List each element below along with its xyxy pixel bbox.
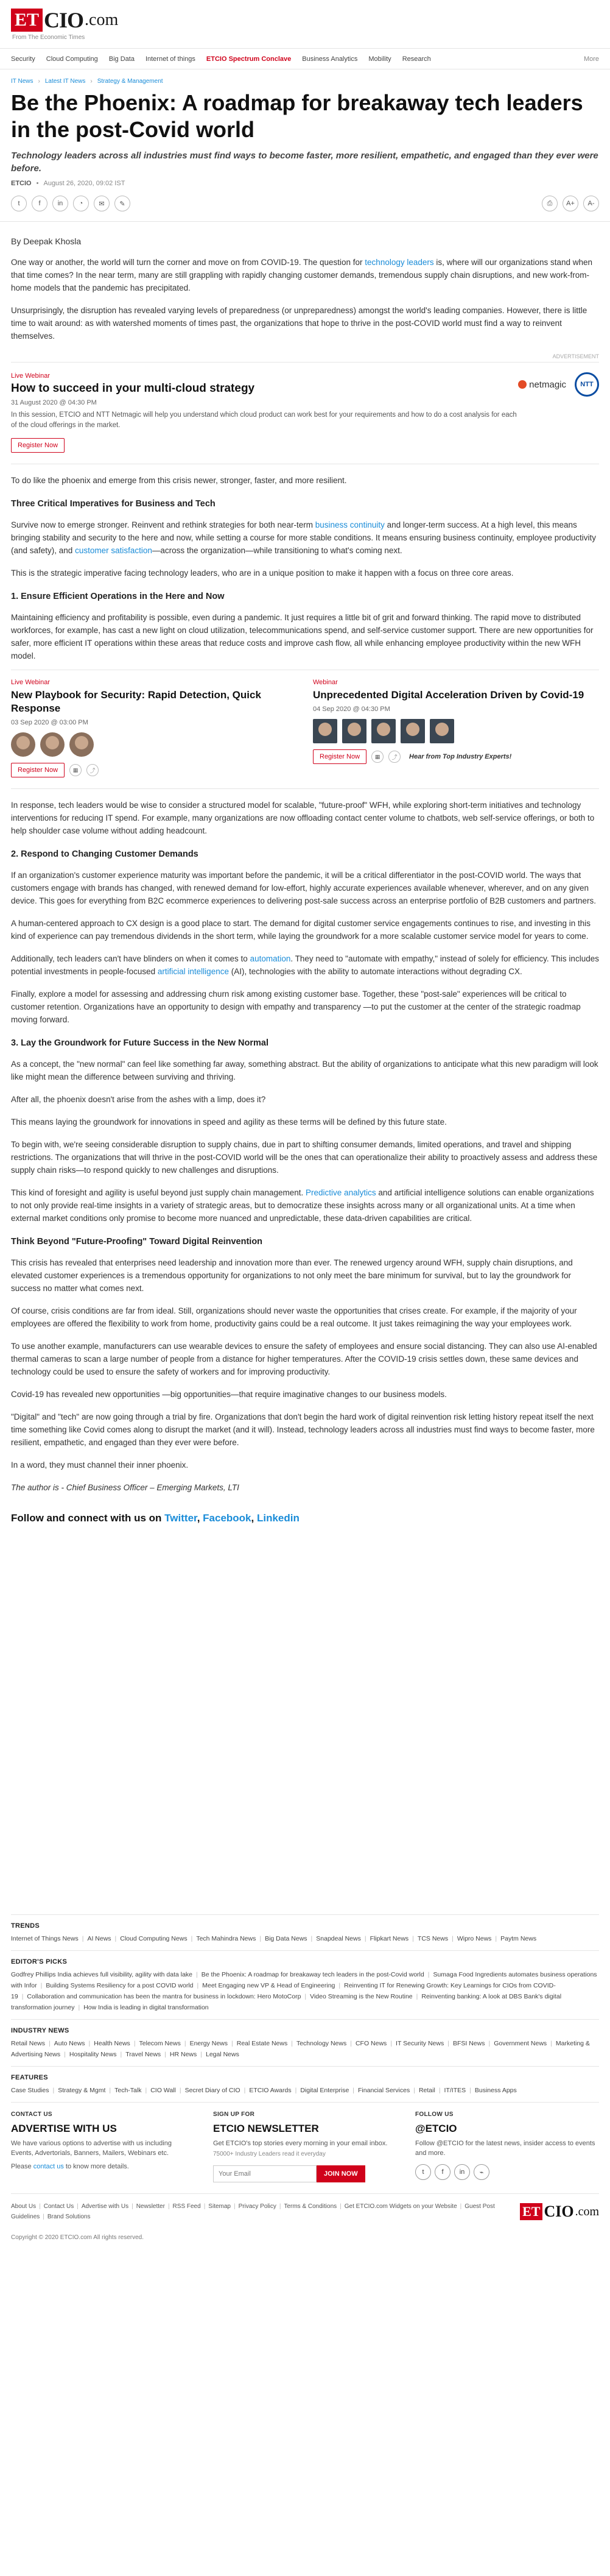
- industry-news-link[interactable]: Retail News: [11, 2040, 46, 2047]
- link-separator: |: [43, 2213, 44, 2220]
- link-separator: |: [304, 1993, 307, 2000]
- follow-description: Follow @ETCIO for the latest news, insider access to events and more.: [415, 2140, 595, 2157]
- nav-item-iot[interactable]: Internet of things: [145, 55, 195, 63]
- email-input[interactable]: [213, 2165, 317, 2182]
- link-separator: |: [52, 2087, 55, 2094]
- article-paragraph: Survive now to emerge stronger. Reinvent and rethink strategies for both near-term business continuity and longer-term success. At a high level, this means bringing stability and security to the here and now, while setting a course for more stable conditions. It means ensuring business continuity, employee productivity (and safety), and customer satisfaction—across the organization—while transitioning to what's coming next.: [11, 520, 597, 555]
- link-separator: |: [203, 2203, 206, 2210]
- link-separator: |: [390, 2040, 393, 2047]
- article-paragraph: Of course, crisis conditions are far from ideal. Still, organizations should never waste the opportunities that crises create. For example, if the majority of your employees are offered the flexibility to work from home, productivity gains could be a real outcome. It just takes reimagining the way your employees work.: [11, 1306, 577, 1328]
- link-separator: |: [295, 2087, 297, 2094]
- link-separator: |: [39, 2203, 41, 2210]
- article-paragraph: One way or another, the world will turn the corner and move on from COVID-19. The question for technology leaders is, where will our organizations stand when that time comes? In the near term, many are still grappling with rapidly changing customer demands, tremendous supply chain disruptions, and new work-from-home models that the pandemic has precipitated.: [11, 258, 593, 292]
- font-increase-icon[interactable]: A+: [563, 196, 578, 211]
- comment-icon[interactable]: ✎: [114, 196, 130, 211]
- newsletter-form: [213, 2165, 397, 2182]
- logo-com: .com: [85, 10, 119, 29]
- link-separator: |: [82, 1935, 84, 1942]
- feature-link[interactable]: Secret Diary of CIO: [184, 2087, 240, 2094]
- business-continuity-link[interactable]: business continuity: [315, 520, 385, 529]
- speaker-photo: [40, 732, 65, 757]
- feature-link[interactable]: Retail: [418, 2087, 435, 2094]
- link-separator: |: [196, 1971, 198, 1978]
- link-separator: |: [164, 2051, 166, 2058]
- follow-heading: FOLLOW US: [415, 2111, 454, 2118]
- article-paragraph: In response, tech leaders would be wise to consider a structured model for scalable, "future-proof" WFH, while exploring short-term initiatives and technology interventions for reducing IT spend. For example, many organizations are now offloading contact center volume to chatbots, web self-service offerings, or both to help shoulder case volume without adding headcount.: [11, 801, 595, 835]
- webinar-partners: [518, 372, 599, 397]
- newsletter-column: [213, 2111, 397, 2182]
- editors-pick-link[interactable]: Sumaga Food Ingredients automates business operations with Infor: [11, 1971, 597, 1989]
- artificial-intelligence-link[interactable]: artificial intelligence: [157, 967, 229, 976]
- customer-satisfaction-link[interactable]: customer satisfaction: [75, 546, 152, 555]
- link-separator: |: [200, 2051, 202, 2058]
- main-nav: [0, 49, 610, 69]
- breadcrumb-strategy[interactable]: Strategy & Management: [97, 78, 163, 85]
- link-separator: |: [244, 2087, 246, 2094]
- link-separator: |: [231, 2040, 233, 2047]
- nav-item-big-data[interactable]: Big Data: [108, 55, 135, 63]
- calendar-icon[interactable]: ▦: [371, 751, 384, 763]
- link-separator: |: [447, 2040, 449, 2047]
- link-separator: |: [550, 2040, 552, 2047]
- webinar-tag: Live Webinar: [11, 679, 50, 686]
- webinar-date: 04 Sep 2020 @ 04:30 PM: [313, 706, 390, 713]
- feature-link[interactable]: Case Studies: [11, 2087, 49, 2094]
- join-now-button[interactable]: JOIN NOW: [317, 2165, 365, 2182]
- trend-link[interactable]: Big Data News: [265, 1935, 307, 1942]
- advertise-heading: ADVERTISE WITH US: [11, 2123, 117, 2134]
- link-separator: |: [114, 1935, 117, 1942]
- link-separator: |: [416, 1993, 418, 2000]
- article-paragraph: After all, the phoenix doesn't arise from the ashes with a limp, does it?: [11, 1095, 266, 1104]
- site-header: [0, 0, 610, 49]
- editors-picks-section: [11, 1950, 599, 2019]
- article-paragraph: As a concept, the "new normal" can feel like something far away, something abstract. But the ability of organizations to anticipate what this new paradigm will look like might mean the difference between surviving and thriving.: [11, 1060, 598, 1081]
- link-separator: |: [184, 2040, 186, 2047]
- register-now-button[interactable]: Register Now: [11, 438, 65, 453]
- feature-link[interactable]: Strategy & Mgmt: [58, 2087, 106, 2094]
- site-footer: [11, 2193, 599, 2222]
- industry-news-link[interactable]: Telecom News: [139, 2040, 181, 2047]
- webinar-card: [313, 679, 599, 777]
- webinar-tag: Live Webinar: [11, 372, 50, 380]
- footer-links: [11, 2201, 520, 2222]
- article-paragraph: If an organization's customer experience maturity was important before the pandemic, it will be a critical differentiator in the post-COVID world. The ways that customers engage with brands has changed, with renewed demand for low-effort, highly accurate experiences available whenever, wherever, and on any given device. This goes for everything from B2C ecommerce experiences to delivering post-sale success across an enterprise portfolio of B2B customers and partners.: [11, 871, 596, 905]
- newsletter-heading: ETCIO NEWSLETTER: [213, 2123, 319, 2134]
- footer-link[interactable]: About Us: [11, 2203, 37, 2210]
- feature-link[interactable]: Financial Services: [358, 2087, 410, 2094]
- article-paragraph: To do like the phoenix and emerge from this crisis newer, stronger, faster, and more resilient.: [11, 476, 347, 485]
- article-paragraph: This is the strategic imperative facing technology leaders, who are in a unique position to make it happen with a focus on three core areas.: [11, 568, 514, 578]
- feature-link[interactable]: ETCIO Awards: [249, 2087, 292, 2094]
- link-separator: |: [452, 1935, 454, 1942]
- link-separator: |: [495, 1935, 497, 1942]
- logo-tagline: From The Economic Times: [12, 34, 85, 41]
- webinar-title[interactable]: How to succeed in your multi-cloud strategy: [11, 382, 255, 395]
- industry-news-link[interactable]: Government News: [494, 2040, 547, 2047]
- webinar-description: In this session, ETCIO and NTT Netmagic will help you understand which cloud product can work best for your requirements and how to do a cost analysis for each of the cloud offerings in the market.: [11, 411, 517, 429]
- nav-item-spectrum-conclave[interactable]: ETCIO Spectrum Conclave: [206, 55, 292, 63]
- article-paragraph: This kind of foresight and agility is useful beyond just supply chain management. Predictive analytics and artificial intelligence solutions can enable organizations to not only provide real-time insights in a variety of strategic areas, but to democratize these insights across many or all organizational units. At a time when external market conditions only promise to become more nuanced and unpredictable, these data-driven capabilities are critical.: [11, 1188, 594, 1223]
- trend-link[interactable]: Paytm News: [500, 1935, 537, 1942]
- link-separator: |: [460, 2203, 462, 2210]
- industry-news-link[interactable]: HR News: [169, 2051, 197, 2058]
- trends-section: [11, 1914, 599, 1950]
- ntt-logo: NTT: [575, 372, 599, 397]
- industry-news-link[interactable]: Health News: [94, 2040, 130, 2047]
- speaker-photo: [69, 732, 94, 757]
- follow-handle: @ETCIO: [415, 2123, 457, 2134]
- font-decrease-icon[interactable]: A-: [583, 196, 599, 211]
- section-heading: Three Critical Imperatives for Business and Tech: [11, 499, 216, 509]
- trend-link[interactable]: Tech Mahindra News: [196, 1935, 256, 1942]
- nav-item-security[interactable]: Security: [11, 55, 35, 63]
- site-logo[interactable]: [11, 7, 118, 33]
- comments-spacer: [0, 1524, 610, 1914]
- footer-link[interactable]: Privacy Policy: [238, 2203, 276, 2210]
- editors-pick-link[interactable]: Meet Engaging new VP & Head of Engineering: [202, 1982, 335, 1989]
- author-note: The author is - Chief Business Officer – Emerging Markets, LTI: [11, 1483, 239, 1492]
- editors-pick-link[interactable]: Reinventing banking: A look at DBS Bank's digital transformation journey: [11, 1993, 562, 2011]
- automation-link[interactable]: automation: [250, 954, 291, 963]
- logo-et: ET: [11, 9, 43, 32]
- webinar-cards: [11, 670, 599, 789]
- footer-link[interactable]: RSS Feed: [172, 2203, 201, 2210]
- industry-news-link[interactable]: Technology News: [296, 2040, 347, 2047]
- feature-link[interactable]: CIO Wall: [150, 2087, 176, 2094]
- link-separator: |: [291, 2040, 293, 2047]
- linkedin-icon[interactable]: in: [454, 2164, 470, 2180]
- twitter-icon[interactable]: t: [415, 2164, 431, 2180]
- footer-link[interactable]: Contact Us: [43, 2203, 74, 2210]
- link-separator: |: [350, 2040, 352, 2047]
- article-meta: [0, 175, 610, 187]
- webinar-date: 31 August 2020 @ 04:30 PM: [11, 399, 97, 406]
- link-separator: |: [131, 2203, 133, 2210]
- industry-news-link[interactable]: Hospitality News: [69, 2051, 117, 2058]
- link-separator: |: [279, 2203, 281, 2210]
- article-synopsis: Technology leaders across all industries must find ways to become faster, more resilient, empathetic, and engaged than they ever were before.: [11, 150, 598, 174]
- feature-link[interactable]: Business Apps: [474, 2087, 517, 2094]
- footer-logo[interactable]: ET CIO .com: [520, 2201, 599, 2222]
- editors-pick-link[interactable]: Godfrey Phillips India achieves full visibility, agility with data lake: [11, 1971, 193, 1978]
- editors-pick-link[interactable]: Collaboration and communication has been the mantra for business in lockdown: Hero MotoCorp: [27, 1993, 301, 2000]
- trend-link[interactable]: Internet of Things News: [11, 1935, 79, 1942]
- industry-news-link[interactable]: Legal News: [205, 2051, 239, 2058]
- article-paragraph: Finally, explore a model for assessing and addressing churn risk among existing customer base. Together, these "post-sale" experiences will be critical to customer retention. Organizations have an opportunity to design with empathy and transparency —to put the customer at the center of the strategic roadmap moving forward.: [11, 989, 581, 1024]
- footer-link[interactable]: Terms & Conditions: [284, 2203, 337, 2210]
- footer-link[interactable]: Advertise with Us: [81, 2203, 129, 2210]
- facebook-share-icon[interactable]: f: [32, 196, 47, 211]
- footer-link[interactable]: Newsletter: [136, 2203, 165, 2210]
- meta-separator: •: [36, 180, 39, 187]
- section-heading: 1. Ensure Efficient Operations in the Here and Now: [11, 592, 225, 601]
- breadcrumb-separator: ›: [90, 78, 93, 85]
- share-bar: [0, 187, 610, 222]
- article-paragraph: Maintaining efficiency and profitability is possible, even during a pandemic. It just requires a little bit of grit and forward thinking. The rapid move to distributed workforces, for example, has cast a new light on cloud utilization, telecommunications spend, and self-service customer support. There are new opportunities for safer, more efficient IT operations within these areas that reduce costs and improve cash flow, all while enhancing employee productivity within the new WFH model.: [11, 613, 594, 660]
- industry-news-link[interactable]: Marketing & Advertising News: [11, 2040, 590, 2058]
- speaker-photo: [371, 719, 396, 743]
- nav-item-research[interactable]: Research: [402, 55, 431, 63]
- webinar-date: 03 Sep 2020 @ 03:00 PM: [11, 719, 88, 726]
- article-source: ETCIO: [11, 180, 32, 187]
- section-heading: 2. Respond to Changing Customer Demands: [11, 849, 198, 859]
- article-paragraph: Unsurprisingly, the disruption has revealed varying levels of preparedness (or unpreparedness) amongst the world's leading companies. However, there is little time to wait around: as with watershed moments of times past, the organizations that hope to thrive in the post-COVID world must find a way to reinvent themselves.: [11, 306, 587, 341]
- link-separator: |: [191, 1935, 193, 1942]
- section-heading: 3. Lay the Groundwork for Future Success in the New Normal: [11, 1038, 268, 1048]
- industry-news-link[interactable]: CFO News: [355, 2040, 387, 2047]
- netmagic-logo: netmagic: [518, 380, 566, 390]
- newsletter-readers: 75000+ Industry Leaders read it everyday: [213, 2151, 326, 2157]
- speaker-photo: [401, 719, 425, 743]
- link-separator: |: [413, 2087, 415, 2094]
- link-separator: |: [233, 2203, 236, 2210]
- link-separator: |: [427, 1971, 430, 1978]
- industry-news-link[interactable]: Energy News: [189, 2040, 228, 2047]
- article-paragraph: This crisis has revealed that enterprises need leadership and innovation more than ever. The renewed urgency around WFH, supply chain disruptions, and elevated customer experiences is a tremendous opportunity for organizations to not only meet the bare minimum for survival, but to lay the groundwork for success no matter what comes next.: [11, 1258, 573, 1293]
- logo-cio: CIO: [44, 8, 84, 32]
- whatsapp-share-icon[interactable]: ◔: [73, 196, 89, 211]
- trends-heading: TRENDS: [11, 1922, 40, 1930]
- contact-column: [11, 2111, 195, 2182]
- editors-pick-link[interactable]: Building Systems Resiliency for a post COVID world: [46, 1982, 194, 1989]
- webinar-hear-text: Hear from Top Industry Experts!: [409, 753, 512, 760]
- industry-news-link[interactable]: Auto News: [54, 2040, 85, 2047]
- industry-news-heading: INDUSTRY NEWS: [11, 2027, 69, 2034]
- section-heading: Think Beyond "Future-Proofing" Toward Digital Reinvention: [11, 1237, 263, 1247]
- breadcrumb-latest[interactable]: Latest IT News: [44, 78, 86, 85]
- footer-link[interactable]: Brand Solutions: [47, 2213, 91, 2220]
- register-now-button[interactable]: Register Now: [313, 749, 366, 764]
- link-separator: |: [488, 2040, 491, 2047]
- footer-link[interactable]: Guest Post Guidelines: [11, 2203, 495, 2220]
- facebook-link[interactable]: Facebook: [203, 1512, 251, 1524]
- editors-pick-link[interactable]: How India is leading in digital transformation: [83, 2004, 209, 2011]
- contact-line: Please contact us to know more details.: [11, 2163, 129, 2170]
- article-date: August 26, 2020, 09:02 IST: [43, 180, 125, 187]
- webinar-title[interactable]: Unprecedented Digital Acceleration Driven by Covid-19: [313, 689, 584, 701]
- nav-item-cloud[interactable]: Cloud Computing: [46, 55, 98, 63]
- advertisement-label: ADVERTISEMENT: [552, 353, 599, 359]
- speaker-photo: [342, 719, 366, 743]
- link-separator: |: [133, 2040, 136, 2047]
- industry-news-section: [11, 2019, 599, 2066]
- editors-pick-link[interactable]: Be the Phoenix: A roadmap for breakaway tech leaders in the post-Covid world: [201, 1971, 424, 1978]
- follow-column: [415, 2111, 599, 2182]
- signup-heading: SIGN UP FOR: [213, 2111, 255, 2118]
- trend-link[interactable]: Snapdeal News: [316, 1935, 361, 1942]
- webinar-card: [11, 679, 297, 777]
- feature-link[interactable]: Digital Enterprise: [300, 2087, 349, 2094]
- editors-picks-links: [11, 1969, 599, 2013]
- contact-us-link[interactable]: contact us: [33, 2163, 64, 2170]
- newsletter-description: Get ETCIO's top stories every morning in your email inbox.: [213, 2140, 388, 2147]
- link-separator: |: [78, 2004, 80, 2011]
- link-separator: |: [77, 2203, 79, 2210]
- bottom-columns: [11, 2102, 599, 2193]
- twitter-share-icon[interactable]: t: [11, 196, 27, 211]
- nav-item-more[interactable]: More: [583, 55, 599, 63]
- linkedin-share-icon[interactable]: in: [52, 196, 68, 211]
- industry-news-link[interactable]: Real Estate News: [236, 2040, 288, 2047]
- feature-link[interactable]: Tech-Talk: [114, 2087, 142, 2094]
- speaker-photo: [11, 732, 35, 757]
- link-separator: |: [179, 2087, 181, 2094]
- link-separator: |: [412, 1935, 414, 1942]
- link-separator: |: [21, 1993, 24, 2000]
- article-paragraph: A human-centered approach to CX design is a good place to start. The demand for digital customer service engagements continues to rise, and investing in this kind of experience can pay tremendous dividends in the short term, while laying the groundwork for a more scalable customer service model for years to come.: [11, 919, 591, 941]
- nav-item-mobility[interactable]: Mobility: [368, 55, 391, 63]
- trend-link[interactable]: TCS News: [417, 1935, 449, 1942]
- article-paragraph: Additionally, tech leaders can't have blinders on when it comes to automation. They need to "automate with empathy," instead of solely for efficiency. This includes potential investments in people-focused artificial intelligence (AI), technologies with the ability to automate interactions without degrading CX.: [11, 954, 599, 976]
- trend-link[interactable]: Cloud Computing News: [120, 1935, 188, 1942]
- editors-pick-link[interactable]: Reinventing IT for Renewing Growth: Key Learnings for CIOs from COVID-19: [11, 1982, 556, 2000]
- email-share-icon[interactable]: ✉: [94, 196, 110, 211]
- share-icon[interactable]: ⤴: [388, 751, 401, 763]
- footer-link[interactable]: Get ETCIO.com Widgets on your Website: [344, 2203, 457, 2210]
- industry-news-links: [11, 2038, 599, 2060]
- article-paragraph: To use another example, manufacturers can use wearable devices to ensure the safety of employees and ensure social distancing. They can also use AI-enabled thermal cameras to scan a large number of people from a distance for higher temperatures. After the COVID-19 crisis settles down, these same devices and technology could be used to ensure the safety of workers and for improving productivity.: [11, 1342, 597, 1376]
- link-separator: |: [259, 1935, 262, 1942]
- link-separator: |: [352, 2087, 355, 2094]
- editors-picks-heading: EDITOR'S PICKS: [11, 1958, 68, 1966]
- features-heading: FEATURES: [11, 2074, 48, 2081]
- register-now-button[interactable]: Register Now: [11, 763, 65, 777]
- link-separator: |: [197, 1982, 199, 1989]
- speaker-photo: [313, 719, 337, 743]
- article-paragraph: To begin with, we're seeing considerable disruption to supply chains, due in part to shifting consumer demands, limited operations, and travel and shipping restrictions. The organizations that will thrive in the post-COVID world will be the ones that can operationalize their ability to proactively assess and address these supply chain risks—to respond quickly to new challenges and disruptions.: [11, 1140, 598, 1175]
- article-paragraph: This means laying the groundwork for innovations in speed and agility as these terms will be defined by this future state.: [11, 1117, 447, 1127]
- article-paragraph: Covid-19 has revealed new opportunities —big opportunities—that require imaginative changes to our business models.: [11, 1390, 447, 1399]
- footer-link[interactable]: Sitemap: [208, 2203, 231, 2210]
- link-separator: |: [167, 2203, 170, 2210]
- link-separator: |: [49, 2040, 51, 2047]
- netmagic-dot-icon: [518, 380, 527, 389]
- feature-link[interactable]: IT/ITES: [444, 2087, 466, 2094]
- industry-news-link[interactable]: IT Security News: [396, 2040, 444, 2047]
- link-separator: |: [40, 1982, 43, 1989]
- link-separator: |: [364, 1935, 366, 1942]
- features-section: [11, 2066, 599, 2102]
- article-title: Be the Phoenix: A roadmap for breakaway tech leaders in the post-Covid world: [11, 90, 583, 142]
- speaker-photos: [11, 732, 297, 757]
- breadcrumb-it-news[interactable]: IT News: [11, 78, 33, 85]
- speaker-photos: [313, 719, 599, 743]
- technology-leaders-link[interactable]: technology leaders: [365, 258, 434, 267]
- webinar-promo: [11, 362, 599, 464]
- link-separator: |: [340, 2203, 342, 2210]
- share-icon[interactable]: ⤴: [86, 764, 99, 776]
- twitter-link[interactable]: Twitter: [164, 1512, 197, 1524]
- link-separator: |: [310, 1935, 313, 1942]
- article-paragraph: "Digital" and "tech" are now going through a trial by fire. Organizations that don't begin the hard work of digital reinvention risk letting history repeat itself the next time something like Covid comes along to disrupt the market (and it will). Instead, technology leaders across all industries must find ways to become faster, more resilient, empathetic, and engaged than they ever were before.: [11, 1412, 595, 1447]
- article-byline: By Deepak Khosla: [11, 236, 82, 246]
- social-icons: [415, 2164, 599, 2180]
- link-separator: |: [438, 2087, 441, 2094]
- nav-item-analytics[interactable]: Business Analytics: [302, 55, 358, 63]
- trend-link[interactable]: Wipro News: [457, 1935, 492, 1942]
- rss-icon[interactable]: ⌁: [474, 2164, 489, 2180]
- webinar-tag: Webinar: [313, 679, 338, 686]
- advertise-description: We have various options to advertise with us including Events, Advertorials, Banners, Mailers, Webinars etc.: [11, 2140, 172, 2157]
- speaker-photo: [430, 719, 454, 743]
- industry-news-link[interactable]: BFSI News: [452, 2040, 485, 2047]
- breadcrumb-separator: ›: [38, 78, 40, 85]
- follow-us-line: Follow and connect with us on Twitter, Facebook, Linkedin: [11, 1512, 300, 1524]
- article-paragraph: In a word, they must channel their inner phoenix.: [11, 1460, 189, 1470]
- editors-pick-link[interactable]: Video Streaming is the New Routine: [310, 1993, 413, 2000]
- link-separator: |: [88, 2040, 91, 2047]
- contact-heading: CONTACT US: [11, 2111, 52, 2118]
- link-separator: |: [64, 2051, 66, 2058]
- breadcrumb: [0, 69, 610, 85]
- copyright: Copyright © 2020 ETCIO.com All rights reserved.: [11, 2234, 144, 2241]
- facebook-icon[interactable]: f: [435, 2164, 450, 2180]
- link-separator: |: [145, 2087, 147, 2094]
- link-separator: |: [109, 2087, 111, 2094]
- trend-link[interactable]: Flipkart News: [370, 1935, 409, 1942]
- print-icon[interactable]: ⎙: [542, 196, 558, 211]
- link-separator: |: [469, 2087, 471, 2094]
- industry-news-link[interactable]: Travel News: [125, 2051, 161, 2058]
- trends-links: [11, 1933, 599, 1944]
- calendar-icon[interactable]: ▦: [69, 764, 82, 776]
- trend-link[interactable]: AI News: [87, 1935, 111, 1942]
- link-separator: |: [338, 1982, 341, 1989]
- webinar-title[interactable]: New Playbook for Security: Rapid Detection, Quick Response: [11, 689, 261, 714]
- link-separator: |: [120, 2051, 122, 2058]
- predictive-analytics-link[interactable]: Predictive analytics: [306, 1188, 376, 1197]
- linkedin-link[interactable]: Linkedin: [256, 1512, 300, 1524]
- features-links: [11, 2085, 599, 2096]
